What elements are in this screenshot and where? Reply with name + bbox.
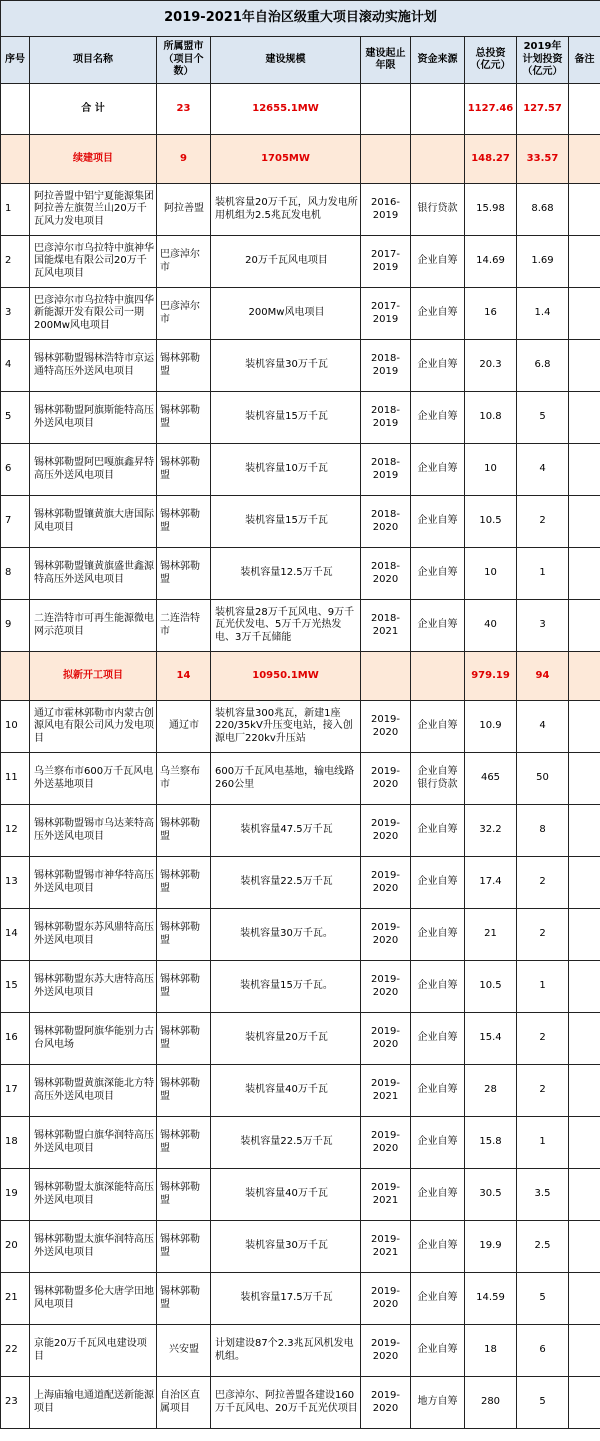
cell-note	[569, 340, 600, 392]
cell-scale: 装机容量20万千瓦	[211, 1013, 361, 1065]
header-period: 建设起止年限	[361, 37, 411, 84]
cell-fund: 企业自筹	[411, 961, 465, 1013]
cell-note	[569, 288, 600, 340]
cell-fund: 企业自筹	[411, 701, 465, 753]
cell-note	[569, 1013, 600, 1065]
cell-region: 锡林郭勒盟	[157, 1065, 211, 1117]
cell-period: 2018-2019	[361, 340, 411, 392]
cell-scale: 装机容量15万千瓦	[211, 496, 361, 548]
total-plan2019: 127.57	[517, 84, 569, 135]
cell-seq: 20	[1, 1221, 30, 1273]
cell-total: 19.9	[465, 1221, 517, 1273]
cell-period: 2019-2020	[361, 857, 411, 909]
cell-plan2019: 4	[517, 444, 569, 496]
cell-name: 巴彦淖尔市乌拉特中旗四华新能源开发有限公司一期200Mw风电项目	[30, 288, 157, 340]
cell-fund: 企业自筹	[411, 1065, 465, 1117]
cell-seq: 18	[1, 1117, 30, 1169]
cell-note	[569, 909, 600, 961]
cell-region: 兴安盟	[157, 1325, 211, 1377]
cell-plan2019: 2.5	[517, 1221, 569, 1273]
cell-plan2019: 1.69	[517, 236, 569, 288]
cell-fund: 企业自筹	[411, 340, 465, 392]
section-new-scale: 10950.1MW	[211, 652, 361, 701]
cell-region: 锡林郭勒盟	[157, 961, 211, 1013]
cell-period: 2018-2020	[361, 496, 411, 548]
cell-region: 二连浩特市	[157, 600, 211, 652]
cell-plan2019: 3.5	[517, 1169, 569, 1221]
cell-name: 京能20万千瓦风电建设项目	[30, 1325, 157, 1377]
cell-name: 上海庙输电通道配送新能源项目	[30, 1377, 157, 1429]
cell-note	[569, 701, 600, 753]
table-row	[1, 1065, 600, 1117]
cell-name: 锡林郭勒盟镶黄旗盛世鑫源特高压外送风电项目	[30, 548, 157, 600]
cell-total: 10.8	[465, 392, 517, 444]
cell-name: 锡林郭勒盟太旗深能特高压外送风电项目	[30, 1169, 157, 1221]
cell-scale: 装机容量30万千瓦。	[211, 909, 361, 961]
cell-seq: 17	[1, 1065, 30, 1117]
cell-period: 2018-2019	[361, 444, 411, 496]
cell-period: 2019-2021	[361, 1065, 411, 1117]
cell-plan2019: 6.8	[517, 340, 569, 392]
cell-total: 17.4	[465, 857, 517, 909]
cell-region: 锡林郭勒盟	[157, 805, 211, 857]
cell-seq: 8	[1, 548, 30, 600]
table-row	[1, 184, 600, 236]
cell-fund: 企业自筹	[411, 909, 465, 961]
cell-name: 锡林郭勒盟东苏大唐特高压外送风电项目	[30, 961, 157, 1013]
cell-scale: 装机容量15万千瓦	[211, 392, 361, 444]
cell-note	[569, 753, 600, 805]
cell-seq: 11	[1, 753, 30, 805]
table-row	[1, 1273, 600, 1325]
table-row	[1, 909, 600, 961]
cell-fund: 企业自筹	[411, 548, 465, 600]
section-new-seq	[1, 652, 30, 701]
cell-region: 锡林郭勒盟	[157, 392, 211, 444]
cell-plan2019: 2	[517, 1013, 569, 1065]
cell-total: 20.3	[465, 340, 517, 392]
cell-plan2019: 1.4	[517, 288, 569, 340]
cell-total: 32.2	[465, 805, 517, 857]
cell-scale: 装机容量17.5万千瓦	[211, 1273, 361, 1325]
cell-scale: 装机容量300兆瓦，新建1座220/35kV升压变电站，接入创源电厂220kv升压站	[211, 701, 361, 753]
cell-region: 锡林郭勒盟	[157, 1221, 211, 1273]
cell-scale: 20万千瓦风电项目	[211, 236, 361, 288]
total-note	[569, 84, 600, 135]
cell-note	[569, 236, 600, 288]
section-new-fund	[411, 652, 465, 701]
cell-region: 乌兰察布市	[157, 753, 211, 805]
cell-name: 乌兰察布市600万千瓦风电外送基地项目	[30, 753, 157, 805]
section-continuing-total: 148.27	[465, 135, 517, 184]
cell-seq: 10	[1, 701, 30, 753]
cell-note	[569, 392, 600, 444]
cell-total: 28	[465, 1065, 517, 1117]
cell-period: 2018-2021	[361, 600, 411, 652]
cell-seq: 6	[1, 444, 30, 496]
table-row	[1, 288, 600, 340]
cell-fund: 企业自筹	[411, 1325, 465, 1377]
cell-region: 锡林郭勒盟	[157, 444, 211, 496]
cell-scale: 装机容量40万千瓦	[211, 1065, 361, 1117]
cell-period: 2018-2020	[361, 548, 411, 600]
total-seq	[1, 84, 30, 135]
header-region: 所属盟市（项目个数）	[157, 37, 211, 84]
cell-name: 二连浩特市可再生能源微电网示范项目	[30, 600, 157, 652]
header-row	[1, 37, 600, 84]
section-new-total: 979.19	[465, 652, 517, 701]
cell-scale: 装机容量28万千瓦风电、9万千瓦光伏发电、5万千万光热发电、3万千瓦储能	[211, 600, 361, 652]
cell-plan2019: 1	[517, 548, 569, 600]
cell-scale: 200Mw风电项目	[211, 288, 361, 340]
cell-name: 锡林郭勒盟锡林浩特市京运通特高压外送风电项目	[30, 340, 157, 392]
header-total: 总投资（亿元）	[465, 37, 517, 84]
cell-seq: 9	[1, 600, 30, 652]
total-label: 合 计	[30, 84, 157, 135]
title-row	[1, 1, 600, 37]
cell-region: 自治区直属项目	[157, 1377, 211, 1429]
section-new-label: 拟新开工项目	[30, 652, 157, 701]
cell-scale: 装机容量22.5万千瓦	[211, 1117, 361, 1169]
table-row	[1, 1169, 600, 1221]
header-seq: 序号	[1, 37, 30, 84]
cell-name: 锡林郭勒盟阿旗斯能特高压外送风电项目	[30, 392, 157, 444]
cell-total: 40	[465, 600, 517, 652]
cell-plan2019: 1	[517, 961, 569, 1013]
cell-plan2019: 8	[517, 805, 569, 857]
section-continuing-fund	[411, 135, 465, 184]
cell-period: 2019-2020	[361, 701, 411, 753]
section-new-period	[361, 652, 411, 701]
cell-fund: 企业自筹	[411, 236, 465, 288]
cell-seq: 14	[1, 909, 30, 961]
cell-note	[569, 1065, 600, 1117]
cell-note	[569, 184, 600, 236]
cell-scale: 装机容量47.5万千瓦	[211, 805, 361, 857]
cell-fund: 企业自筹	[411, 392, 465, 444]
cell-plan2019: 5	[517, 1273, 569, 1325]
table-row	[1, 236, 600, 288]
cell-scale: 计划建设87个2.3兆瓦风机发电机组。	[211, 1325, 361, 1377]
cell-total: 10.5	[465, 496, 517, 548]
cell-period: 2019-2020	[361, 1117, 411, 1169]
cell-total: 30.5	[465, 1169, 517, 1221]
section-continuing-seq	[1, 135, 30, 184]
cell-period: 2017-2019	[361, 236, 411, 288]
total-scale: 12655.1MW	[211, 84, 361, 135]
table-row	[1, 340, 600, 392]
cell-name: 锡林郭勒盟多伦大唐学田地风电项目	[30, 1273, 157, 1325]
cell-name: 阿拉善盟中铝宁夏能源集团阿拉善左旗贺兰山20万千瓦风力发电项目	[30, 184, 157, 236]
table-row	[1, 805, 600, 857]
cell-fund: 银行贷款	[411, 184, 465, 236]
table-row	[1, 444, 600, 496]
cell-scale: 装机容量20万千瓦，风力发电所用机组为2.5兆瓦发电机	[211, 184, 361, 236]
section-continuing-period	[361, 135, 411, 184]
total-period	[361, 84, 411, 135]
cell-total: 280	[465, 1377, 517, 1429]
cell-fund: 企业自筹	[411, 444, 465, 496]
cell-region: 锡林郭勒盟	[157, 496, 211, 548]
cell-scale: 装机容量22.5万千瓦	[211, 857, 361, 909]
cell-name: 通辽市霍林郭勒市内蒙古创源风电有限公司风力发电项目	[30, 701, 157, 753]
cell-note	[569, 548, 600, 600]
table-row	[1, 1377, 600, 1429]
cell-total: 465	[465, 753, 517, 805]
table-row	[1, 1013, 600, 1065]
cell-note	[569, 857, 600, 909]
section-row-new	[1, 652, 600, 701]
cell-plan2019: 2	[517, 496, 569, 548]
section-continuing-note	[569, 135, 600, 184]
cell-seq: 3	[1, 288, 30, 340]
cell-seq: 12	[1, 805, 30, 857]
cell-region: 锡林郭勒盟	[157, 857, 211, 909]
table-row	[1, 961, 600, 1013]
cell-plan2019: 2	[517, 909, 569, 961]
table-row	[1, 701, 600, 753]
cell-note	[569, 1221, 600, 1273]
table-row	[1, 1117, 600, 1169]
section-continuing-scale: 1705MW	[211, 135, 361, 184]
cell-region: 锡林郭勒盟	[157, 909, 211, 961]
cell-seq: 13	[1, 857, 30, 909]
cell-period: 2019-2021	[361, 1221, 411, 1273]
cell-period: 2019-2020	[361, 805, 411, 857]
cell-period: 2019-2020	[361, 1013, 411, 1065]
cell-total: 14.59	[465, 1273, 517, 1325]
header-scale: 建设规模	[211, 37, 361, 84]
cell-total: 15.98	[465, 184, 517, 236]
table-row	[1, 753, 600, 805]
cell-note	[569, 805, 600, 857]
cell-total: 21	[465, 909, 517, 961]
cell-scale: 装机容量15万千瓦。	[211, 961, 361, 1013]
cell-total: 15.8	[465, 1117, 517, 1169]
cell-plan2019: 5	[517, 392, 569, 444]
cell-fund: 企业自筹	[411, 857, 465, 909]
cell-period: 2019-2020	[361, 961, 411, 1013]
cell-seq: 16	[1, 1013, 30, 1065]
cell-scale: 装机容量30万千瓦	[211, 340, 361, 392]
cell-region: 锡林郭勒盟	[157, 1273, 211, 1325]
section-continuing-count: 9	[157, 135, 211, 184]
cell-name: 锡林郭勒盟阿巴嘎旗鑫昇特高压外送风电项目	[30, 444, 157, 496]
section-continuing-plan2019: 33.57	[517, 135, 569, 184]
cell-fund: 企业自筹	[411, 600, 465, 652]
cell-region: 锡林郭勒盟	[157, 1013, 211, 1065]
cell-seq: 2	[1, 236, 30, 288]
cell-note	[569, 444, 600, 496]
cell-seq: 5	[1, 392, 30, 444]
cell-plan2019: 2	[517, 1065, 569, 1117]
cell-fund: 企业自筹	[411, 496, 465, 548]
cell-total: 15.4	[465, 1013, 517, 1065]
section-new-count: 14	[157, 652, 211, 701]
cell-period: 2019-2020	[361, 1377, 411, 1429]
cell-seq: 4	[1, 340, 30, 392]
cell-fund: 企业自筹	[411, 288, 465, 340]
cell-total: 16	[465, 288, 517, 340]
table-row	[1, 600, 600, 652]
section-row-continuing	[1, 135, 600, 184]
section-new-plan2019: 94	[517, 652, 569, 701]
header-fund: 资金来源	[411, 37, 465, 84]
table-title: 2019-2021年自治区级重大项目滚动实施计划	[1, 1, 600, 37]
cell-note	[569, 961, 600, 1013]
cell-fund: 企业自筹	[411, 1117, 465, 1169]
cell-period: 2019-2020	[361, 753, 411, 805]
total-count: 23	[157, 84, 211, 135]
cell-total: 10	[465, 548, 517, 600]
cell-note	[569, 496, 600, 548]
cell-region: 锡林郭勒盟	[157, 1117, 211, 1169]
cell-note	[569, 1377, 600, 1429]
cell-plan2019: 6	[517, 1325, 569, 1377]
cell-period: 2017-2019	[361, 288, 411, 340]
cell-note	[569, 1117, 600, 1169]
cell-note	[569, 1169, 600, 1221]
cell-plan2019: 50	[517, 753, 569, 805]
cell-total: 10	[465, 444, 517, 496]
cell-seq: 23	[1, 1377, 30, 1429]
cell-period: 2018-2019	[361, 392, 411, 444]
header-note: 备注	[569, 37, 600, 84]
cell-total: 18	[465, 1325, 517, 1377]
cell-seq: 7	[1, 496, 30, 548]
cell-plan2019: 8.68	[517, 184, 569, 236]
cell-fund: 企业自筹	[411, 1013, 465, 1065]
cell-seq: 1	[1, 184, 30, 236]
cell-plan2019: 5	[517, 1377, 569, 1429]
cell-seq: 22	[1, 1325, 30, 1377]
cell-period: 2019-2020	[361, 1273, 411, 1325]
cell-region: 巴彦淖尔市	[157, 288, 211, 340]
cell-plan2019: 2	[517, 857, 569, 909]
cell-plan2019: 3	[517, 600, 569, 652]
cell-name: 锡林郭勒盟阿旗华能别力古台风电场	[30, 1013, 157, 1065]
cell-region: 阿拉善盟	[157, 184, 211, 236]
cell-name: 锡林郭勒盟白旗华润特高压外送风电项目	[30, 1117, 157, 1169]
cell-name: 巴彦淖尔市乌拉特中旗神华国能煤电有限公司20万千瓦风电项目	[30, 236, 157, 288]
cell-note	[569, 1325, 600, 1377]
cell-seq: 15	[1, 961, 30, 1013]
cell-scale: 装机容量30万千瓦	[211, 1221, 361, 1273]
cell-total: 10.5	[465, 961, 517, 1013]
cell-period: 2016-2019	[361, 184, 411, 236]
cell-name: 锡林郭勒盟锡市乌达莱特高压外送风电项目	[30, 805, 157, 857]
cell-scale: 装机容量12.5万千瓦	[211, 548, 361, 600]
cell-fund: 企业自筹	[411, 1273, 465, 1325]
cell-total: 10.9	[465, 701, 517, 753]
section-continuing-label: 续建项目	[30, 135, 157, 184]
cell-note	[569, 600, 600, 652]
cell-fund: 企业自筹	[411, 1169, 465, 1221]
cell-plan2019: 1	[517, 1117, 569, 1169]
cell-fund: 企业自筹银行贷款	[411, 753, 465, 805]
table-row	[1, 857, 600, 909]
header-name: 项目名称	[30, 37, 157, 84]
cell-fund: 地方自筹	[411, 1377, 465, 1429]
table-row	[1, 392, 600, 444]
cell-region: 锡林郭勒盟	[157, 340, 211, 392]
cell-scale: 巴彦淖尔、阿拉善盟各建设160万千瓦风电、20万千瓦光伏项目	[211, 1377, 361, 1429]
cell-plan2019: 4	[517, 701, 569, 753]
cell-scale: 600万千瓦风电基地，输电线路260公里	[211, 753, 361, 805]
cell-name: 锡林郭勒盟东苏风鼎特高压外送风电项目	[30, 909, 157, 961]
cell-name: 锡林郭勒盟太旗华润特高压外送风电项目	[30, 1221, 157, 1273]
cell-period: 2019-2021	[361, 1169, 411, 1221]
total-row	[1, 84, 600, 135]
cell-seq: 19	[1, 1169, 30, 1221]
cell-note	[569, 1273, 600, 1325]
cell-fund: 企业自筹	[411, 805, 465, 857]
total-fund	[411, 84, 465, 135]
table-row	[1, 548, 600, 600]
cell-region: 锡林郭勒盟	[157, 548, 211, 600]
cell-name: 锡林郭勒盟镶黄旗大唐国际风电项目	[30, 496, 157, 548]
total-investment: 1127.46	[465, 84, 517, 135]
cell-name: 锡林郭勒盟黄旗深能北方特高压外送风电项目	[30, 1065, 157, 1117]
table-row	[1, 1221, 600, 1273]
cell-total: 14.69	[465, 236, 517, 288]
cell-region: 通辽市	[157, 701, 211, 753]
table-row	[1, 1325, 600, 1377]
cell-scale: 装机容量10万千瓦	[211, 444, 361, 496]
cell-name: 锡林郭勒盟锡市神华特高压外送风电项目	[30, 857, 157, 909]
section-new-note	[569, 652, 600, 701]
cell-seq: 21	[1, 1273, 30, 1325]
cell-period: 2019-2020	[361, 1325, 411, 1377]
cell-fund: 企业自筹	[411, 1221, 465, 1273]
cell-region: 锡林郭勒盟	[157, 1169, 211, 1221]
cell-period: 2019-2020	[361, 909, 411, 961]
header-plan2019: 2019年计划投资（亿元）	[517, 37, 569, 84]
table-row	[1, 496, 600, 548]
cell-region: 巴彦淖尔市	[157, 236, 211, 288]
cell-scale: 装机容量40万千瓦	[211, 1169, 361, 1221]
